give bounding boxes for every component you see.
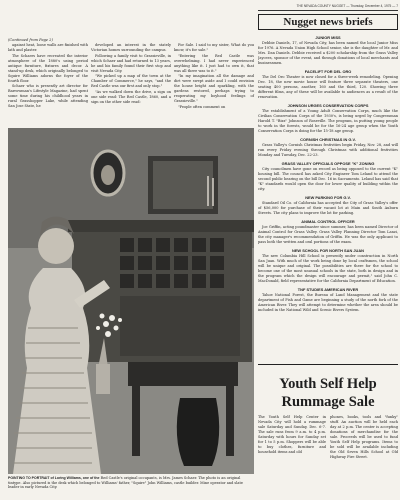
brief-body: Debbie Daniels, 17, of Nevada City, has been named the local Junior Miss for 1976. A Nevada Union High School senior, she is the daughter of Mr. and Mrs. Dan Daniels. Debbie received a $200 scholarship from the Grass Valley Jaycees, sponsor of the event, and through donations of local merchants and businessmen. (258, 41, 398, 65)
interior-photo (8, 128, 254, 474)
article-paragraph: against heat, loose walls are finished with lath and plaster. (8, 43, 88, 52)
ad-body (258, 415, 398, 460)
rummage-sale-ad (258, 364, 398, 493)
brief-heading: NEW SCHOOL FOR NORTH SAN JUAN (292, 248, 364, 253)
article-paragraph: "In my imagination all the damage and dirt were swept aside and I could envision the house bright and sparkling, with the gardens restored, perhaps trying to reoperating my boyhood feelings of Grassieville." (174, 74, 254, 103)
caption-lead: POINTING TO PORTRAIT of Loring Williams, one of the (8, 476, 100, 480)
article-paragraph: developed an interest in the stately Victorian homes surrounding the campus. (91, 43, 171, 52)
article-paragraph: "Entering the Red Castle was overwhelming. I had never experienced anything like it. I just had to own it, that was all there was to it." (174, 53, 254, 73)
brief-heading: CORNISH CHRISTMAS IN G.V. (300, 137, 356, 142)
brief-body: The Del Oro Theater is now closed for a three-week remodeling. Opening Dec. 18, the new movie house will feature three separate theaters, one seating 400 persons, another, 160 and the third, 120. Showing three different films, any of these will be available to audiences as a result of the renovation. (258, 75, 398, 99)
brief-heading: GRASS VALLEY OFFICIALS OPPOSE "K" ZONING (281, 161, 375, 166)
news-briefs-column (258, 32, 398, 314)
page-header: THE NEVADA COUNTY NUGGET — Thursday, December 4, 1975 — 7 (296, 4, 398, 8)
article-paragraph: The Schaers have recreated the interior atmosphere of the 1880's using period antique furniture, fixtures and decor. A stand-up desk, which originally belonged to Squire Williams adorns the foyer of the fourth floor. (8, 53, 88, 83)
ad-title-line-2: Rummage Sale (281, 394, 375, 410)
article-paragraph: "People often comment on (178, 104, 226, 109)
article-column-1 (8, 43, 88, 110)
brief-body: Joe Griffin, acting poundmaster since summer, has been named Director of Animal Control for Grass Valley. Grass Valley Planning Director Tom Lanzi, the city manager's recommendation of Griffin. He was the only applicant to pass both the written and oral portions of the exam. (258, 225, 398, 244)
brief-heading: TNF STUDIES AMERICAN RIVER (297, 287, 359, 292)
continued-note: (Continued from Page 2) (8, 38, 53, 42)
ad-text-column-2: phones, books, tools and "funky" stuff. An auction will be held each day at 2 p.m. The center is accepting donations of merchandise for the sale. Proceeds will be used to fund Youth Self Help programs. Items to be sold will be available including the Old Seven Hills School at Old Highway Fire Street. (330, 415, 398, 459)
article-column-3 (174, 43, 254, 110)
nugget-news-briefs-title: Nugget news briefs (258, 14, 398, 30)
caption-text: Red Castle's original occupants, is Mrs. James Schaer. The photo is an original tintype. Also pictured is the desk which belonged to Williams' father, "Squire" John Williams, castle builder. Mine operator and slate leader in early Nevada City. (8, 476, 243, 490)
brief-body: The establishment of a Young Adult Conservation Corps, much like the Civilian Conservation Corps of the 1930's, is being urged by Congressman Harold T. "Bizz" Johnson of Roseville. The program, in putting young people to work in the forests, would be for the 16-24 age group when the Youth Conservation Corps is doing for the 15-18 age group. (258, 109, 398, 133)
brief-body: The new Columbia Hill School is presently under construction in North San Juan. With much of the work being done by local craftsmen, the school will be unique and original. The possibilities are there for the school to become one of the most unusual schools in the state, both in design and in the program which the design will encourage and permit," said John C. MacDonald, field representative for the California Department of Education. (258, 254, 398, 283)
article-paragraph: Following a family visit to Grassieville, in which Schaer and had returned to 13 years, he and his family found their first stop and visit Nevada City. (91, 53, 171, 73)
brief-heading: NEW PARKING FOR G.V. (305, 195, 351, 200)
ad-title-line-1: Youth Self Help (279, 376, 377, 392)
brief-body: City councilmen have gone on record as being opposed to the current "K" housing bill. The council has asked City Engineer Tom Leland to attend the second public hearing on the bill Dec. 16 in Sacramento. Leland has said that "K" standards would open the door for lower quality of building within the city. (258, 167, 398, 191)
brief-heading: JOHNSON URGES CONSERVATION CORPS (287, 103, 369, 108)
brief-heading: FACELIFT FOR DEL ORO (304, 69, 352, 74)
article-paragraph: "We picked up a map of the town at the Chamber of Commerce," he says, "and the Red Castle was our first and only stop." (91, 74, 171, 88)
article-paragraph: For Sale. I said to my sister, What do you know, it's for sale." (174, 43, 254, 52)
photo-caption (8, 476, 254, 490)
brief-heading: JUNIOR MISS (315, 35, 341, 40)
header-rule (258, 10, 398, 11)
article-paragraph: Schaer who is presently art director for Barrowman's Lifestyle Magazine, had spent some time during his childhood years in rural Grasshopper Lake, while attending San Jose State, he (8, 84, 88, 108)
article-paragraph: "As we walked down the drive, a sign on one side read: The Red Castle, 1860, and a sign on the other side read: (91, 89, 171, 104)
brief-body: Standard Oil Co. of California has accepted the City of Grass Valley's offer of $56,000 for purchase of their vacant lot at Main and South Auburn Streets. The city plans to improve the lot for parking. (258, 201, 398, 215)
brief-heading: ANIMAL CONTROL OFFICER (301, 219, 355, 224)
photo-illustration (8, 128, 254, 474)
brief-body: Grass Valley's Cornish Christmas festivities begin Friday, Nov. 28, and will run every Friday evening through Christmas with additional festivities Monday and Tuesday, Dec. 22-23. (258, 143, 398, 157)
ad-text-column-1: The Youth Self Help Center in Nevada City will hold a rummage sale Saturday and Sunday, Dec. 6-7. The sale runs from 9 a.m. to 4 p.m. Saturday with hours for Sunday set for 1 to 5 p.m. Shoppers will be able to buy clothes, furniture and household items and old (258, 415, 326, 454)
article-column-2 (91, 43, 171, 105)
brief-body: Tahoe National Forest, the Bureau of Land Management and the state department of Fish and Game are beginning a study of the north fork of the American River. They will attempt to determine whether the area should be included in the National Wild and Scenic Rivers System. (258, 293, 398, 312)
